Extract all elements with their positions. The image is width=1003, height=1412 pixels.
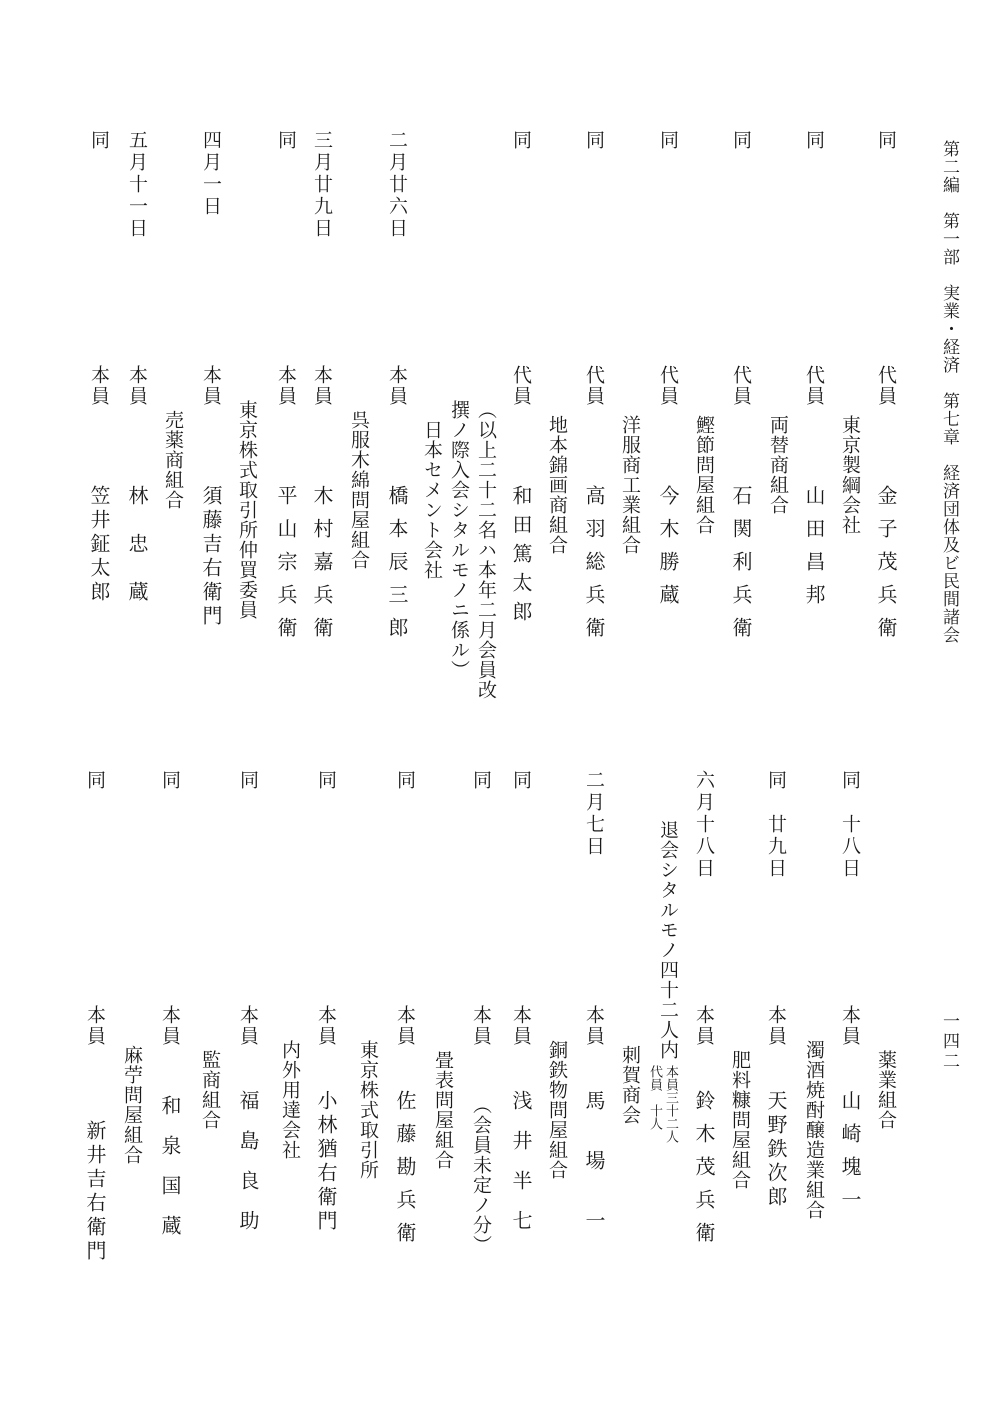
entry-name: 木村嘉兵衛 xyxy=(310,485,334,650)
entry-name: 天野鉄次郎 xyxy=(764,1090,788,1210)
entry-role: 本員 xyxy=(315,1005,337,1047)
withdrawal-note-detail: 代員 十人 xyxy=(647,1065,662,1130)
entry-name: 林 忠 蔵 xyxy=(125,485,149,605)
entry-role: 本員 xyxy=(386,365,408,407)
entry-date: 同 十八日 xyxy=(839,770,861,880)
entry-org: 地本錦画商組合 xyxy=(546,415,568,555)
running-head: 第二編 第一部 実業・経済 第七章 経済団体及ビ民間諸会 xyxy=(939,140,959,644)
entry-org: 東京株式取引所仲買委員 xyxy=(236,400,258,620)
entry-org: 薬業組合 xyxy=(875,1050,897,1130)
entry-role: 本員 xyxy=(394,1005,416,1047)
entry-name: 新井吉右衛門 xyxy=(83,1120,107,1264)
entry-role: 代員 xyxy=(583,365,605,407)
entry-name: 山田昌邦 xyxy=(802,485,826,617)
entry-role: 代員 xyxy=(657,365,679,407)
entry-name: 佐藤勘兵衛 xyxy=(393,1090,417,1255)
entry-role: 本員 xyxy=(88,365,110,407)
entry-role: 本員 xyxy=(510,1005,532,1047)
entry-org: 銅鉄物問屋組合 xyxy=(546,1040,568,1180)
entry-date: 三月廿九日 xyxy=(311,130,333,240)
entry-org: 麻苧問屋組合 xyxy=(121,1045,143,1165)
entry-role: 本員 xyxy=(311,365,333,407)
entry-date: 二月七日 xyxy=(583,770,605,858)
entry-name: 浅井半七 xyxy=(509,1090,533,1250)
entry-name: 平山宗兵衛 xyxy=(274,485,298,650)
withdrawal-note: 退会シタルモノ四十二人内 xyxy=(657,820,679,1060)
entry-date: 同 xyxy=(803,130,825,152)
entry-date: 同 廿九日 xyxy=(765,770,787,880)
entry-date: 同 xyxy=(159,770,181,792)
entry-org: 東京株式取引所 xyxy=(357,1040,379,1180)
entry-date: 六月十八日 xyxy=(693,770,715,880)
entry-name: 福島良助 xyxy=(236,1090,260,1250)
note-line: 撰ノ際入会シタルモノニ係ル） xyxy=(448,400,470,680)
entry-role: 代員 xyxy=(803,365,825,407)
entry-org: 内外用達会社 xyxy=(279,1040,301,1160)
entry-name: 石関利兵衛 xyxy=(729,485,753,650)
entry-role: 本員 xyxy=(275,365,297,407)
entry-name: 小林猶右衛門 xyxy=(314,1090,338,1234)
entry-role: 代員 xyxy=(730,365,752,407)
entry-date: 同 xyxy=(275,130,297,152)
entry-org: 畳表問屋組合 xyxy=(432,1050,454,1170)
entry-date: 同 xyxy=(510,770,532,792)
entry-role: 本員 xyxy=(583,1005,605,1047)
entry-name: 鈴木茂兵衛 xyxy=(692,1090,716,1255)
entry-date: 同 xyxy=(237,770,259,792)
entry-org: 肥料糠問屋組合 xyxy=(729,1050,751,1190)
entry-role: 本員 xyxy=(159,1005,181,1047)
entry-role: 本員 xyxy=(237,1005,259,1047)
entry-date: 同 xyxy=(510,130,532,152)
entry-date: 五月十一日 xyxy=(126,130,148,240)
note-line: （以上二十二名ハ本年二月会員改 xyxy=(475,400,497,700)
entry-name: 高羽総兵衛 xyxy=(582,485,606,650)
entry-name: 馬場一 xyxy=(582,1090,606,1270)
entry-role: 本員 xyxy=(84,1005,106,1047)
entry-org: 監商組合 xyxy=(199,1050,221,1130)
entry-date: 同 xyxy=(394,770,416,792)
entry-name: 金子茂兵衛 xyxy=(874,485,898,650)
entry-org: 売薬商組合 xyxy=(162,410,184,510)
entry-name: 笠井鉦太郎 xyxy=(87,485,111,605)
entry-date: 同 xyxy=(88,130,110,152)
entry-name: 橋本辰三郎 xyxy=(385,485,409,650)
entry-org: 日本セメント会社 xyxy=(421,420,443,580)
entry-name: 山崎塊一 xyxy=(838,1090,862,1222)
entry-role: 代員 xyxy=(875,365,897,407)
entry-date: 二月廿六日 xyxy=(386,130,408,240)
entry-role: 本員 xyxy=(693,1005,715,1047)
entry-org: 刺賀商会 xyxy=(619,1045,641,1125)
entry-role: 本員 xyxy=(200,365,222,407)
entry-org: 鰹節問屋組合 xyxy=(693,415,715,535)
entry-date: 同 xyxy=(875,130,897,152)
entry-name: 和泉国蔵 xyxy=(158,1095,182,1255)
entry-date: 四月一日 xyxy=(200,130,222,218)
entry-role: 代員 xyxy=(510,365,532,407)
entry-date: 同 xyxy=(470,770,492,792)
entry-org: 濁酒焼酎醸造業組合 xyxy=(803,1040,825,1220)
entry-date: 同 xyxy=(730,130,752,152)
entry-role: 本員 xyxy=(765,1005,787,1047)
entry-org: 東京製綱会社 xyxy=(839,415,861,535)
entry-name: 和田篤太郎 xyxy=(509,485,533,630)
entry-role: 本員 xyxy=(126,365,148,407)
entry-role: 本員 xyxy=(470,1005,492,1047)
entry-name: 今木勝蔵 xyxy=(656,485,680,617)
page-number: 一四二 xyxy=(939,1012,959,1072)
entry-name: 須藤吉右衛門 xyxy=(199,485,223,629)
entry-date: 同 xyxy=(583,130,605,152)
withdrawal-note-detail: 本員三十二人 xyxy=(663,1065,678,1143)
entry-org: 両替商組合 xyxy=(767,415,789,515)
entry-org: 呉服木綿問屋組合 xyxy=(348,410,370,570)
entry-date: 同 xyxy=(84,770,106,792)
entry-date: 同 xyxy=(315,770,337,792)
entry-org: 洋服商工業組合 xyxy=(619,415,641,555)
entry-role: 本員 xyxy=(839,1005,861,1047)
entry-date: 同 xyxy=(657,130,679,152)
entry-name: （会員未定ノ分） xyxy=(470,1095,492,1255)
